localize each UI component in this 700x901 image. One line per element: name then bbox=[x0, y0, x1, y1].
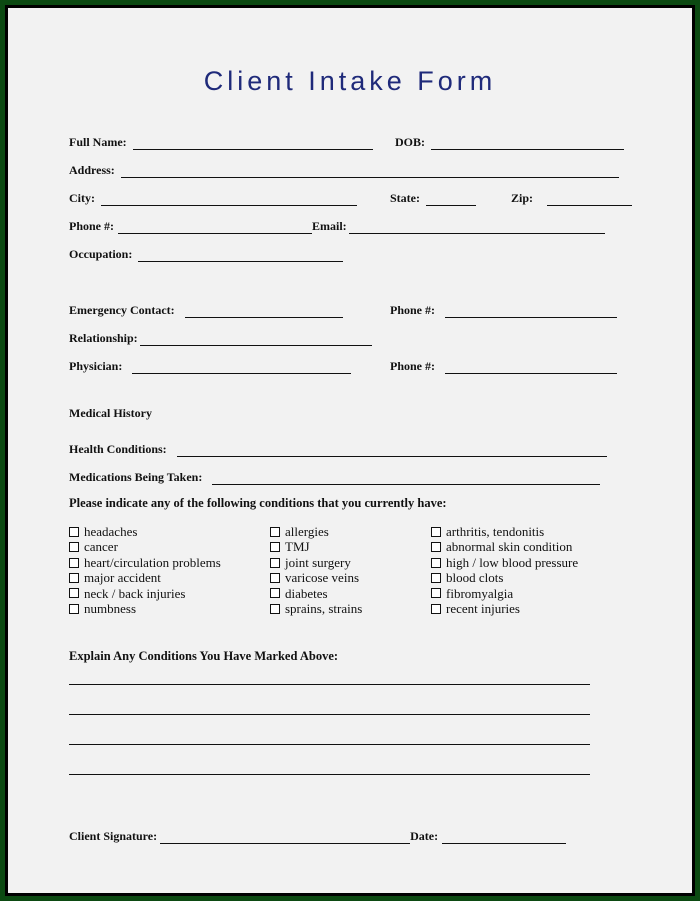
emergency-contact-label: Emergency Contact: bbox=[69, 303, 175, 317]
condition-checkbox[interactable]: sprains, strains bbox=[270, 601, 362, 616]
conditions-column-2 bbox=[270, 524, 362, 616]
conditions-prompt: Please indicate any of the following conditions that you currently have: bbox=[69, 496, 447, 510]
occupation-label: Occupation: bbox=[69, 247, 133, 261]
checkbox-icon[interactable] bbox=[431, 542, 441, 552]
checkbox-icon[interactable] bbox=[69, 527, 79, 537]
condition-checkbox[interactable]: heart/circulation problems bbox=[69, 555, 221, 570]
relationship-field[interactable] bbox=[140, 333, 372, 346]
physician-field[interactable] bbox=[132, 361, 351, 374]
condition-checkbox[interactable]: numbness bbox=[69, 601, 221, 616]
city-field[interactable] bbox=[101, 193, 357, 206]
medications-row bbox=[69, 467, 600, 485]
form-title: Client Intake Form bbox=[203, 66, 497, 96]
dob-row bbox=[395, 132, 624, 150]
health-conditions-row bbox=[69, 439, 607, 457]
condition-checkbox[interactable]: abnormal skin condition bbox=[431, 539, 578, 554]
checkbox-icon[interactable] bbox=[270, 542, 280, 552]
condition-checkbox[interactable]: TMJ bbox=[270, 539, 362, 554]
dob-label: DOB: bbox=[395, 135, 425, 149]
checkbox-icon[interactable] bbox=[69, 542, 79, 552]
checkbox-icon[interactable] bbox=[69, 604, 79, 614]
emergency-phone-row bbox=[390, 300, 617, 318]
condition-checkbox[interactable]: blood clots bbox=[431, 570, 578, 585]
checkbox-icon[interactable] bbox=[431, 588, 441, 598]
explain-prompt: Explain Any Conditions You Have Marked Above: bbox=[69, 649, 339, 663]
checkbox-icon[interactable] bbox=[431, 604, 441, 614]
health-conditions-label: Health Conditions: bbox=[69, 442, 167, 456]
condition-checkbox[interactable]: high / low blood pressure bbox=[431, 555, 578, 570]
signature-label: Client Signature: bbox=[69, 829, 158, 843]
condition-checkbox[interactable]: recent injuries bbox=[431, 601, 578, 616]
physician-phone-field[interactable] bbox=[445, 361, 617, 374]
condition-checkbox[interactable]: allergies bbox=[270, 524, 362, 539]
condition-checkbox[interactable]: headaches bbox=[69, 524, 221, 539]
checkbox-icon[interactable] bbox=[431, 558, 441, 568]
explain-line-1[interactable] bbox=[69, 683, 590, 685]
full-name-row bbox=[69, 132, 373, 150]
condition-checkbox[interactable]: major accident bbox=[69, 570, 221, 585]
state-row bbox=[390, 188, 476, 206]
checkbox-icon[interactable] bbox=[431, 527, 441, 537]
physician-phone-label: Phone #: bbox=[390, 359, 435, 373]
dob-field[interactable] bbox=[431, 137, 624, 150]
date-field[interactable] bbox=[442, 831, 566, 844]
condition-checkbox[interactable]: cancer bbox=[69, 539, 221, 554]
phone-field[interactable] bbox=[118, 221, 312, 234]
emergency-phone-label: Phone #: bbox=[390, 303, 435, 317]
explain-line-3[interactable] bbox=[69, 743, 590, 745]
phone-email-row bbox=[69, 216, 605, 234]
full-name-field[interactable] bbox=[133, 137, 373, 150]
relationship-label: Relationship: bbox=[69, 331, 138, 345]
explain-line-2[interactable] bbox=[69, 713, 590, 715]
checkbox-icon[interactable] bbox=[270, 588, 280, 598]
signature-row bbox=[69, 826, 566, 844]
checkbox-icon[interactable] bbox=[69, 588, 79, 598]
physician-row bbox=[69, 356, 351, 374]
checkbox-icon[interactable] bbox=[270, 558, 280, 568]
checkbox-icon[interactable] bbox=[270, 573, 280, 583]
zip-label: Zip: bbox=[511, 191, 534, 205]
state-field[interactable] bbox=[426, 193, 476, 206]
physician-phone-row bbox=[390, 356, 617, 374]
emergency-contact-row bbox=[69, 300, 343, 318]
medications-field[interactable] bbox=[212, 472, 600, 485]
condition-checkbox[interactable]: neck / back injuries bbox=[69, 586, 221, 601]
checkbox-icon[interactable] bbox=[270, 527, 280, 537]
physician-label: Physician: bbox=[69, 359, 123, 373]
explain-line-4[interactable] bbox=[69, 773, 590, 775]
emergency-contact-field[interactable] bbox=[185, 305, 343, 318]
full-name-label: Full Name: bbox=[69, 135, 127, 149]
medications-label: Medications Being Taken: bbox=[69, 470, 203, 484]
address-label: Address: bbox=[69, 163, 115, 177]
condition-checkbox[interactable]: arthritis, tendonitis bbox=[431, 524, 578, 539]
conditions-column-3 bbox=[431, 524, 578, 616]
conditions-column-1 bbox=[69, 524, 221, 616]
address-field[interactable] bbox=[121, 165, 619, 178]
signature-field[interactable] bbox=[160, 831, 410, 844]
relationship-row bbox=[69, 328, 372, 346]
condition-checkbox[interactable]: varicose veins bbox=[270, 570, 362, 585]
email-field[interactable] bbox=[349, 221, 605, 234]
occupation-row bbox=[69, 244, 343, 262]
checkbox-icon[interactable] bbox=[270, 604, 280, 614]
condition-checkbox[interactable]: diabetes bbox=[270, 586, 362, 601]
zip-field[interactable] bbox=[547, 193, 632, 206]
form-page bbox=[8, 8, 692, 893]
phone-label: Phone #: bbox=[69, 219, 114, 233]
address-row bbox=[69, 160, 619, 178]
city-row bbox=[69, 188, 357, 206]
state-label: State: bbox=[390, 191, 420, 205]
frame-border bbox=[5, 5, 695, 896]
emergency-phone-field[interactable] bbox=[445, 305, 617, 318]
checkbox-icon[interactable] bbox=[69, 573, 79, 583]
health-conditions-field[interactable] bbox=[177, 444, 607, 457]
zip-row bbox=[511, 188, 632, 206]
city-label: City: bbox=[69, 191, 95, 205]
medical-history-heading: Medical History bbox=[69, 406, 152, 420]
occupation-field[interactable] bbox=[138, 249, 343, 262]
date-label: Date: bbox=[410, 829, 439, 843]
checkbox-icon[interactable] bbox=[69, 558, 79, 568]
email-label: Email: bbox=[312, 219, 347, 233]
condition-checkbox[interactable]: joint surgery bbox=[270, 555, 362, 570]
checkbox-icon[interactable] bbox=[431, 573, 441, 583]
condition-checkbox[interactable]: fibromyalgia bbox=[431, 586, 578, 601]
